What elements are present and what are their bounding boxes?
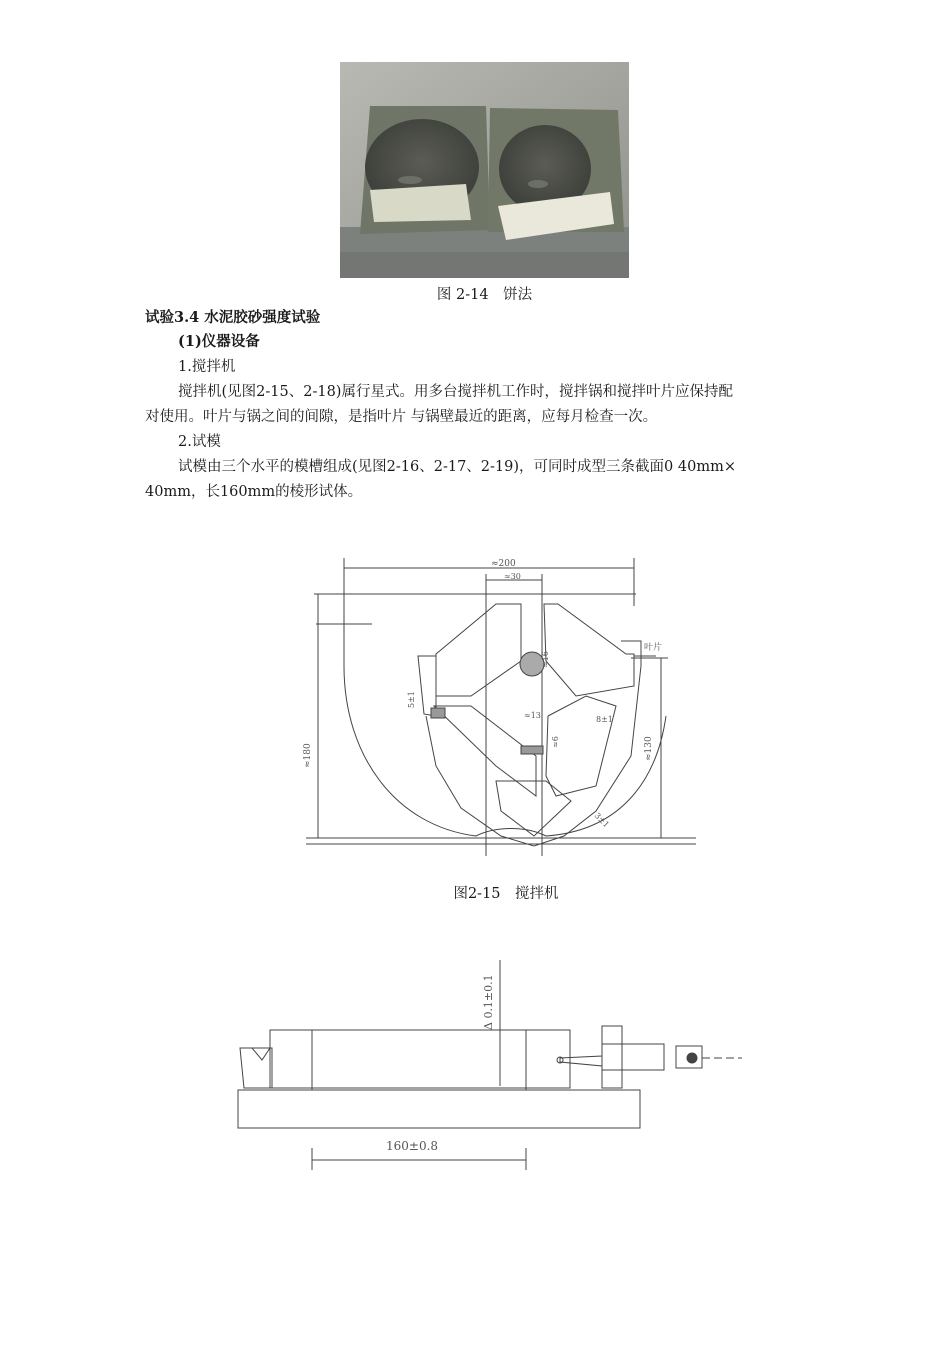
- dim-label: 叶片: [644, 643, 663, 653]
- dim-label: ≈200: [491, 559, 516, 569]
- dim-label: ≈16: [541, 651, 550, 668]
- figure-caption: 图2-15 搅拌机: [453, 886, 559, 902]
- dim-label: ≈130: [644, 736, 654, 761]
- dim-label: 3±1: [592, 811, 611, 830]
- dim-label: Δ 0.1±0.1: [482, 974, 495, 1030]
- paragraph-line: 40mm，长160mm的棱形试体。: [145, 484, 363, 500]
- dim-label: ≈13: [524, 711, 541, 720]
- paragraph-line: 搅拌机(见图2-15、2-18)属行星式。用多台搅拌机工作时，搅拌锅和搅拌叶片应保持配: [178, 384, 733, 400]
- paragraph-line: 对使用。叶片与锅之间的间隙，是指叶片 与锅壁最近的距离，应每月检查一次。: [145, 409, 658, 425]
- section-heading: 试验3.4 水泥胶砂强度试验: [145, 309, 321, 326]
- item-title: 2.试模: [178, 434, 221, 450]
- dim-label: 8±1: [596, 715, 613, 724]
- dim-label: 160±0.8: [386, 1139, 439, 1153]
- dim-label: ≈30: [504, 572, 521, 581]
- section-subheading: (1)仪器设备: [178, 333, 260, 350]
- dim-label: ≈6: [551, 736, 560, 748]
- mixer-blade-drawing: [296, 546, 696, 856]
- figure-caption: 图 2-14 饼法: [436, 287, 533, 303]
- dim-label: 5±1: [407, 691, 416, 708]
- cement-paste-photo: [340, 62, 629, 278]
- paragraph-line: 试模由三个水平的模槽组成(见图2-16、2-17、2-19)，可同时成型三条截面0 40mm×: [178, 459, 736, 475]
- dim-label: ≈180: [303, 743, 313, 768]
- item-title: 1.搅拌机: [178, 359, 236, 375]
- test-mold-drawing: [230, 948, 750, 1188]
